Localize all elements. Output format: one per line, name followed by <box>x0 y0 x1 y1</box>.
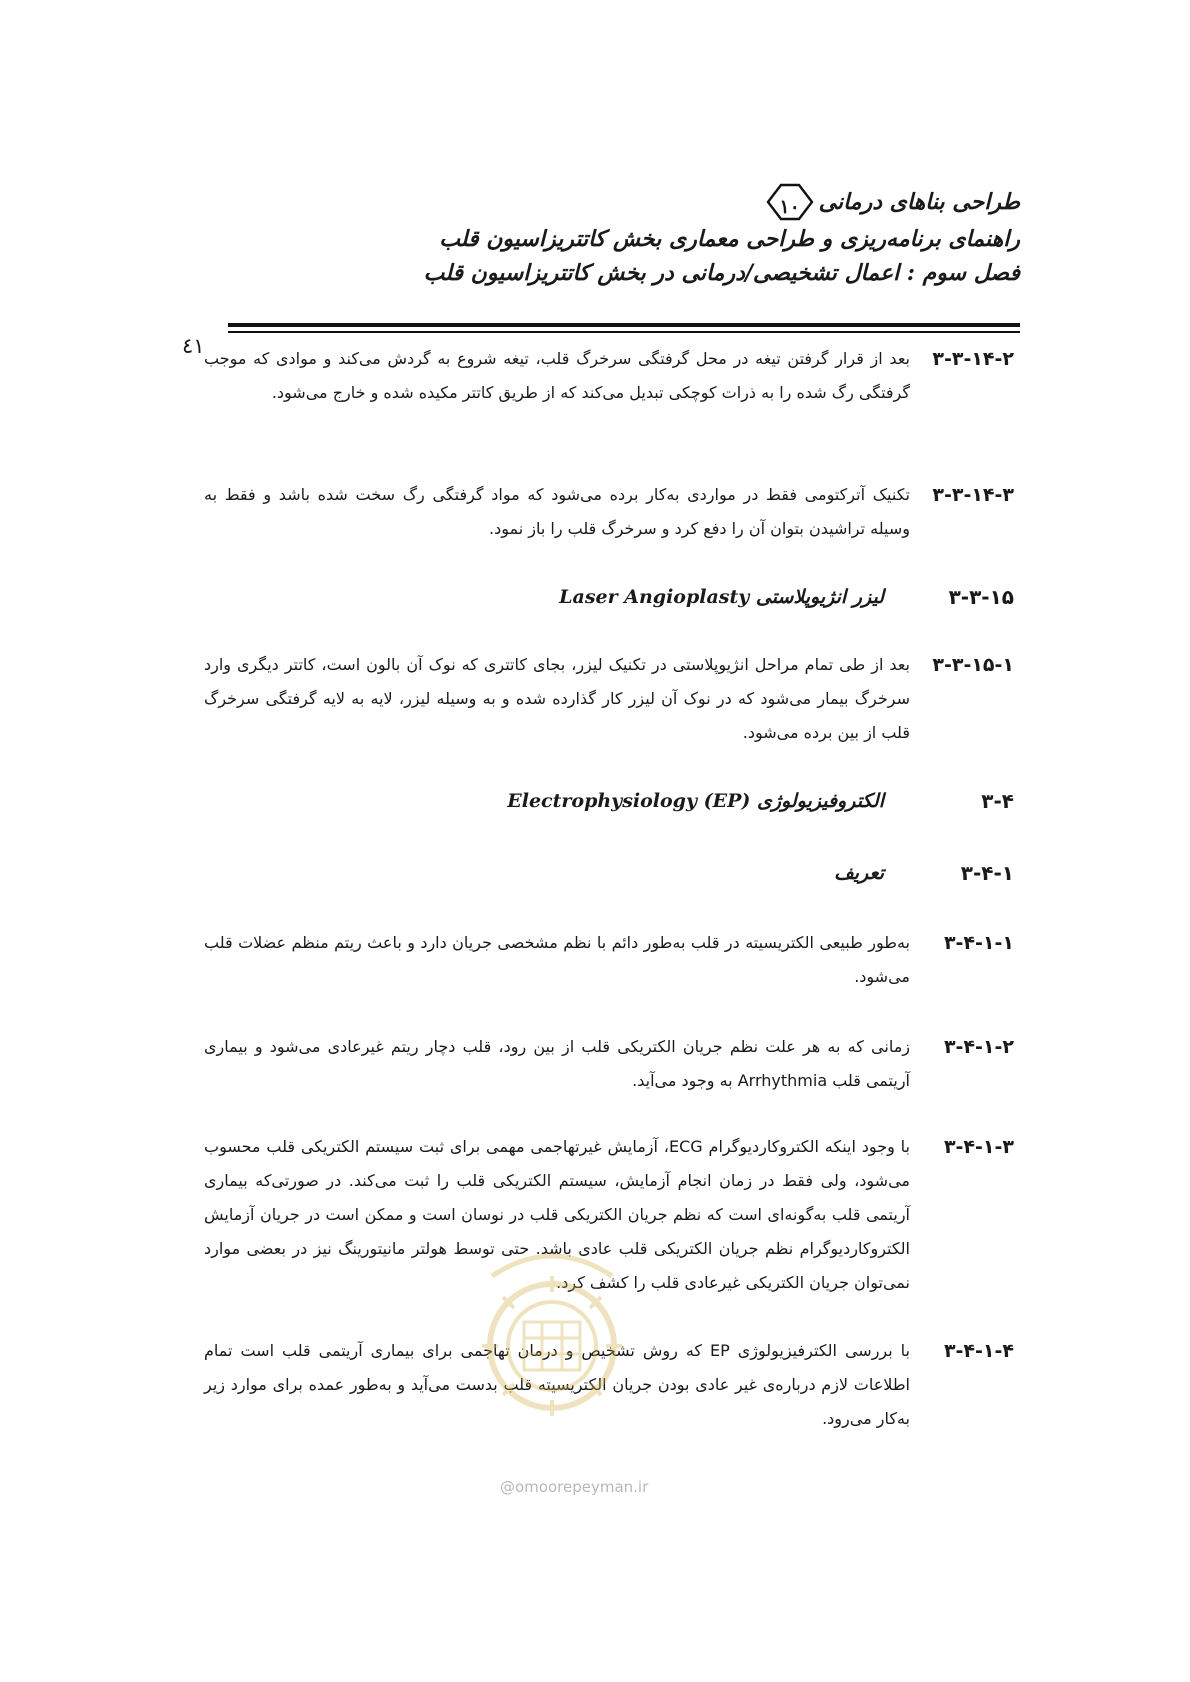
header-rule-thick <box>228 323 1020 327</box>
section-text: با بررسی الکترفیزیولوژی EP که روش تشخیص و درمان تهاجمی برای بیماری آریتمی قلب است تمام اطلاعات لازم درباره‌ی غیر عادی بودن جریان الکتریسیته قلب بدست می‌آید و به‌طور عمده برای موارد زیر به‌کار می‌رود. <box>204 1341 911 1428</box>
section-text: بعد از قرار گرفتن تیغه در محل گرفتگی سرخرگ قلب، تیغه شروع به گردش می‌کند و موادی که موجب گرفتگی رگ شده را به ذرات کوچکی تبدیل می‌کند که از طریق کاتتر مکیده شده و خارج می‌شود. <box>204 349 910 402</box>
series-title: طراحی بناهای درمانی <box>818 189 1020 215</box>
book-title: راهنمای برنامه‌ریزی و طراحی معماری بخش کاتتریزاسیون قلب <box>439 226 1020 252</box>
page-header <box>200 182 1020 290</box>
section-number: ۳-۴-۱-۳ <box>943 1136 1014 1158</box>
series-number-badge <box>765 182 815 222</box>
section-3-3-14-3 <box>204 478 1014 546</box>
section-number: ۳-۴ <box>981 789 1014 813</box>
section-number: ۳-۴-۱-۱ <box>943 932 1014 954</box>
page-number: ٤١ <box>182 334 205 358</box>
section-3-3-15-1 <box>204 648 1014 750</box>
section-number: ۳-۳-۱۵-۱ <box>932 654 1014 676</box>
section-3-4-1-2 <box>204 1030 1014 1098</box>
section-heading: الکتروفیزیولوژی Electrophysiology (EP) <box>507 790 884 812</box>
section-number: ۳-۳-۱۴-۲ <box>932 348 1014 370</box>
section-number: ۳-۴-۱-۲ <box>943 1036 1014 1058</box>
header-rule-thin <box>228 331 1020 333</box>
section-text: با وجود اینکه الکتروکاردیوگرام ECG، آزمایش غیرتهاجمی مهمی برای ثبت سیستم الکتریکی قلب محسوب می‌شود، ولی فقط در زمان انجام آزمایش، سیستم الکتریکی قلب را ثبت می‌کند. در صورتی‌که بیماری آریتمی قلب به‌گونه‌ای است که نظم جریان الکتریکی قلب در نوسان است و ممکن است در جریان آزمایش الکتروکاردیوگرام نظم جریان الکتریکی قلب عادی باشد. حتی توسط هولتر مانیتورینگ نیز در بعضی موارد نمی‌توان جریان الکتریکی غیرعادی قلب را کشف کرد. <box>204 1137 911 1292</box>
section-text: به‌طور طبیعی الکتریسیته در قلب به‌طور دائم با نظم مشخصی جریان دارد و باعث ریتم منظم عضلات قلب می‌شود. <box>204 933 910 986</box>
section-text: تکنیک آترکتومی فقط در مواردی به‌کار برده می‌شود که مواد گرفتگی رگ سخت شده باشد و فقط به وسیله تراشیدن بتوان آن را دفع کرد و سرخرگ قلب را باز نمود. <box>204 485 910 538</box>
series-title-row <box>200 182 1020 222</box>
section-number: ۳-۳-۱۴-۳ <box>932 484 1014 506</box>
section-heading: تعریف <box>834 862 884 884</box>
watermark-url: @omoorepeyman.ir <box>500 1478 649 1496</box>
section-number: ۳-۴-۱-۴ <box>943 1340 1014 1362</box>
section-number: ۳-۳-۱۵ <box>948 585 1014 609</box>
section-3-3-14-2 <box>204 342 1014 410</box>
section-number: ۳-۴-۱ <box>960 861 1014 885</box>
section-heading: لیزر انژیوپلاستی Laser Angioplasty <box>559 586 884 608</box>
section-3-4-1-1 <box>204 926 1014 994</box>
section-text: زمانی که به هر علت نظم جریان الکتریکی قلب از بین رود، قلب دچار ریتم غیرعادی می‌شود و بیماری آریتمی قلب Arrhythmia به وجود می‌آید. <box>204 1037 910 1090</box>
heading-3-4-1 <box>834 856 1014 890</box>
heading-3-4 <box>507 784 1014 818</box>
series-number: ۱۰ <box>779 196 800 218</box>
section-text: بعد از طی تمام مراحل انژیوپلاستی در تکنیک لیزر، بجای کاتتری که نوک آن بالون است، کاتتر دیگری وارد سرخرگ بیمار می‌شود که در نوک آن لیزر کار گذارده شده و به وسیله لیزر، لایه به لایه گرفتگی سرخرگ قلب از بین برده می‌شود. <box>204 655 910 742</box>
watermark-logo-icon <box>462 1236 642 1446</box>
heading-3-3-15 <box>559 580 1014 614</box>
chapter-title: فصل سوم : اعمال تشخیصی/درمانی در بخش کاتتریزاسیون قلب <box>423 260 1020 286</box>
